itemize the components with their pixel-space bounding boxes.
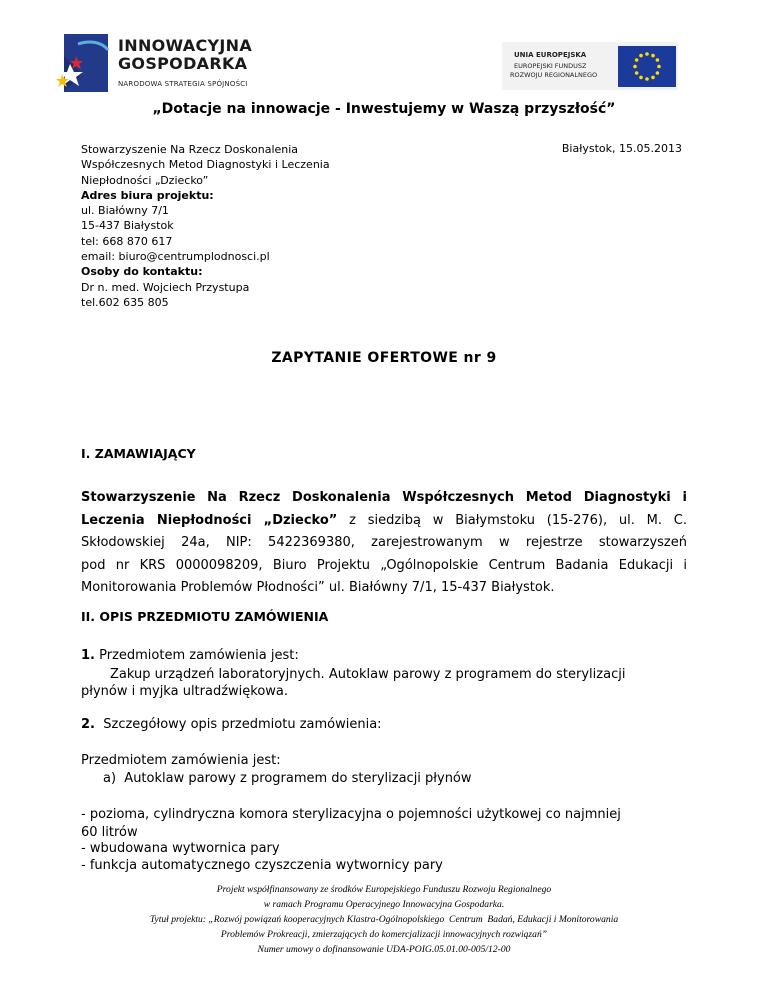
section-heading-ordering-party: I. ZAMAWIAJĄCY: [81, 446, 196, 461]
point-1-line-3: płynów i myjka ultradźwiękowa.: [81, 684, 289, 699]
office-postcode-city: 15-437 Białystok: [81, 219, 174, 233]
eu-logo-text-ue: UNIA EUROPEJSKA: [514, 51, 587, 59]
spec-bullet: - funkcja automatycznego czyszczenia wytwornicy pary: [81, 858, 443, 873]
document-title: ZAPYTANIE OFERTOWE nr 9: [271, 350, 497, 366]
contact-phone: tel.602 635 805: [81, 295, 169, 309]
logo-text-gospodarka: GOSPODARKA: [118, 54, 248, 73]
footer-line: Problemów Prokreacji, zmierzających do komercjalizacji innowacyjnych rozwiązań”: [220, 929, 548, 940]
section-heading-order-description: II. OPIS PRZEDMIOTU ZAMÓWIENIA: [81, 609, 329, 624]
spec-bullet: - wbudowana wytwornica pary: [81, 841, 280, 856]
paragraph-line-rest: z siedzibą w Białymstoku (15-276), ul. M. C.: [337, 512, 688, 528]
paragraph-line: pod nr KRS 0000098209, Biuro Projektu „Ogólnopolskie Centrum Badania Edukacji i: [81, 557, 687, 573]
eu-flag-icon: [618, 46, 676, 87]
sender-line: Niepłodności „Dziecko”: [81, 173, 209, 187]
sender-line: Współczesnych Metod Diagnostyki i Leczenia: [81, 158, 330, 172]
point-1-line-2: Zakup urządzeń laboratoryjnych. Autoklaw parowy z programem do sterylizacji: [110, 667, 626, 682]
paragraph-line: Stowarzyszenie Na Rzecz Doskonalenia Współczesnych Metod Diagnostyki i: [81, 490, 687, 505]
eu-logo-text-fund: EUROPEJSKI FUNDUSZ: [514, 62, 587, 70]
contact-person: Dr n. med. Wojciech Przystupa: [81, 280, 250, 294]
paragraph-line: Skłodowskiej 24a, NIP: 5422369380, zarejestrowanym w rejestrze stowarzyszeń: [81, 535, 687, 550]
footer-line: w ramach Programu Operacyjnego Innowacyjna Gospodarka.: [263, 899, 505, 910]
point-number: 1.: [81, 648, 95, 663]
project-headline: „Dotacje na innowacje - Inwestujemy w Waszą przyszłość”: [152, 101, 616, 117]
sender-line: Stowarzyszenie Na Rzecz Doskonalenia: [81, 143, 299, 156]
innowacyjna-gospodarka-logo-icon: [56, 34, 114, 94]
contact-label: Osoby do kontaktu:: [81, 265, 203, 279]
subject-intro: Przedmiotem zamówienia jest:: [81, 753, 281, 768]
logo-text-innowacyjna: INNOWACYJNA: [118, 36, 253, 55]
paragraph-line: [81, 510, 687, 533]
point-1: [81, 648, 299, 663]
sender-address-block: [81, 142, 330, 310]
logo-text-strategia: NARODOWA STRATEGIA SPÓJNOŚCI: [118, 80, 248, 88]
item-a: a) Autoklaw parowy z programem do sterylizacji płynów: [103, 771, 472, 786]
spec-bullet: - pozioma, cylindryczna komora sterylizacyjna o pojemności użytkowej co najmniej: [81, 807, 621, 822]
page-footer: [0, 882, 768, 957]
place-date: Białystok, 15.05.2013: [561, 142, 682, 155]
footer-line: Numer umowy o dofinansowanie UDA-POIG.05.01.00-005/12-00: [257, 944, 511, 955]
point-text: Szczegółowy opis przedmiotu zamówienia:: [94, 717, 382, 732]
spec-bullet-continuation: 60 litrów: [81, 825, 138, 840]
office-email: email: biuro@centrumplodnosci.pl: [81, 250, 270, 264]
point-2: [81, 717, 382, 732]
paragraph-line: Monitorowania Problemów Płodności” ul. Białówny 7/1, 15-437 Białystok.: [81, 580, 555, 595]
office-phone: tel: 668 870 617: [81, 234, 173, 248]
point-text: Przedmiotem zamówienia jest:: [94, 648, 299, 663]
office-address-label: Adres biura projektu:: [81, 188, 214, 202]
office-street: ul. Białówny 7/1: [81, 204, 169, 218]
footer-line: Projekt współfinansowany ze środków Europejskiego Funduszu Rozwoju Regionalnego: [216, 884, 552, 895]
paragraph-line-bold: Leczenia Niepłodności „Dziecko”: [81, 512, 338, 528]
point-number: 2.: [81, 717, 95, 732]
ordering-party-paragraph: [81, 487, 687, 600]
footer-line: Tytuł projektu: „Rozwój powiązań kooperacyjnych Klastra-Ogólnopolskiego Centrum Badań, Edukacji i Monitorowania: [149, 914, 619, 925]
eu-logo-text-regional: ROZWOJU REGIONALNEGO: [510, 71, 598, 79]
